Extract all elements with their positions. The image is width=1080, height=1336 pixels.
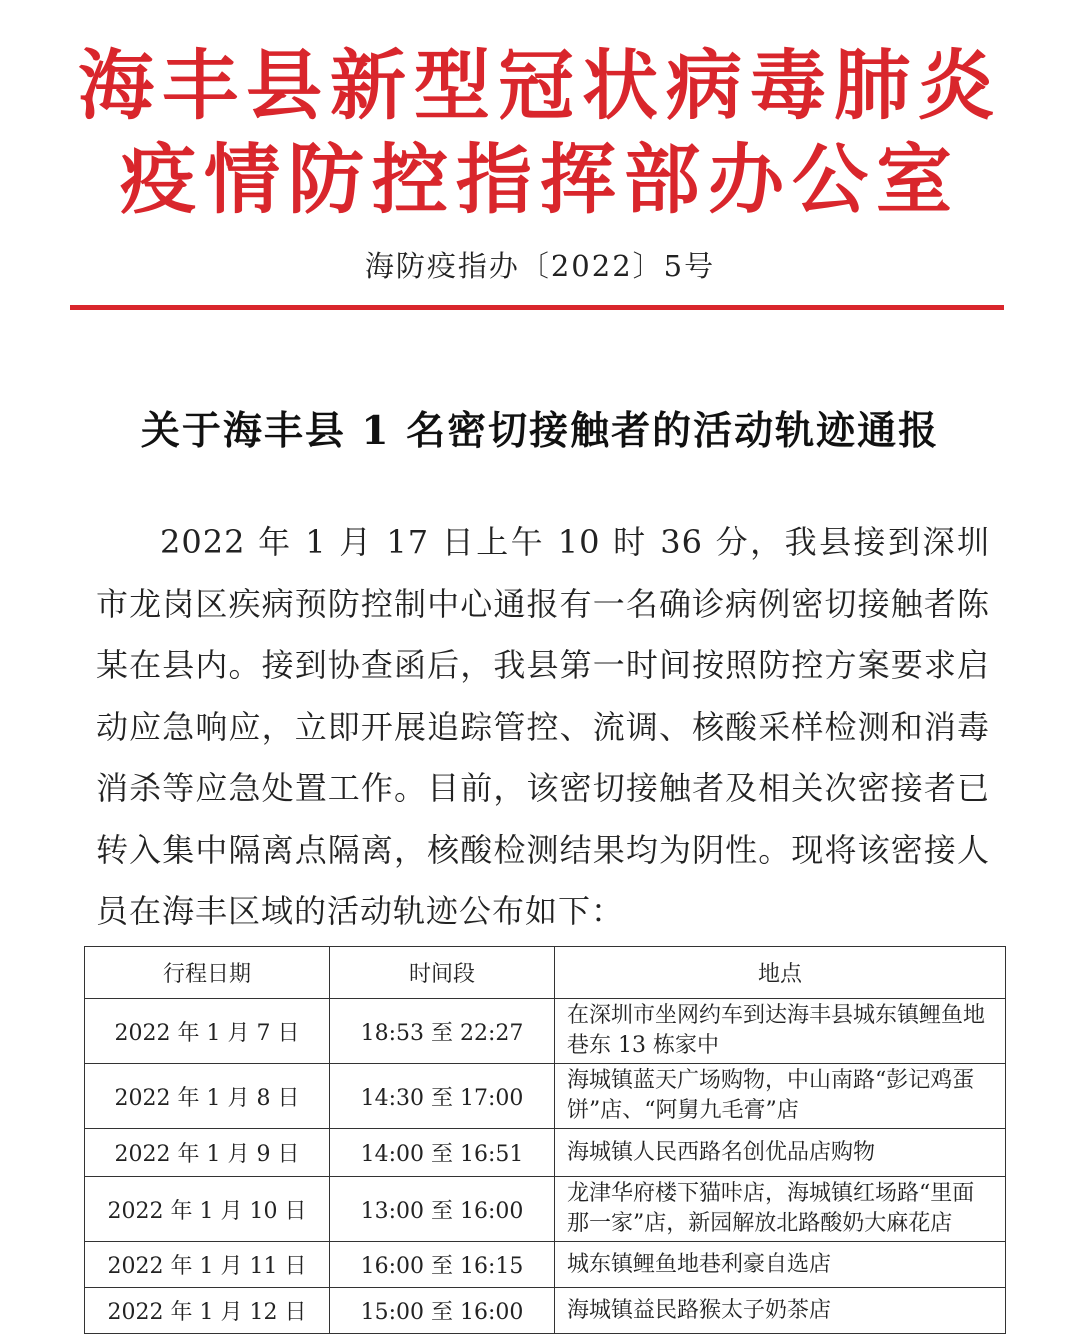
table-row (85, 1129, 1006, 1177)
row-place: 城东镇鲤鱼地巷利豪自选店 (555, 1242, 1006, 1288)
row-time: 16:00 至 16:15 (330, 1242, 555, 1288)
row-place: 海城镇人民西路名创优品店购物 (555, 1129, 1006, 1177)
table-header-row (85, 947, 1006, 999)
itinerary-table (84, 946, 1006, 1334)
row-date: 2022 年 1 月 7 日 (85, 999, 330, 1064)
row-date: 2022 年 1 月 8 日 (85, 1064, 330, 1129)
row-place: 龙津华府楼下猫咔店，海城镇红场路“里面那一家”店，新园解放北路酸奶大麻花店 (555, 1177, 1006, 1242)
row-time: 13:00 至 16:00 (330, 1177, 555, 1242)
table-row (85, 999, 1006, 1064)
row-place: 海城镇益民路猴太子奶茶店 (555, 1288, 1006, 1334)
row-date: 2022 年 1 月 11 日 (85, 1242, 330, 1288)
row-date: 2022 年 1 月 12 日 (85, 1288, 330, 1334)
red-divider (70, 305, 1004, 310)
row-date: 2022 年 1 月 9 日 (85, 1129, 330, 1177)
row-time: 14:00 至 16:51 (330, 1129, 555, 1177)
row-time: 18:53 至 22:27 (330, 999, 555, 1064)
row-date: 2022 年 1 月 10 日 (85, 1177, 330, 1242)
column-header-place: 地点 (555, 947, 1006, 999)
column-header-date: 行程日期 (85, 947, 330, 999)
document-number: 海防疫指办〔2022〕5号 (364, 249, 716, 283)
table-row (85, 1288, 1006, 1334)
row-time: 15:00 至 16:00 (330, 1288, 555, 1334)
issuer-title-line-1: 海丰县新型冠状病毒肺炎 (78, 41, 1002, 130)
table-row (85, 1064, 1006, 1129)
row-place: 海城镇蓝天广场购物，中山南路“彭记鸡蛋饼”店、“阿舅九毛膏”店 (555, 1064, 1006, 1129)
row-place: 在深圳市坐网约车到达海丰县城东镇鲤鱼地巷东 13 栋家中 (555, 999, 1006, 1064)
table-row (85, 1177, 1006, 1242)
notice-title: 关于海丰县 1 名密切接触者的活动轨迹通报 (140, 408, 940, 454)
issuer-title-line-2: 疫情防控指挥部办公室 (120, 135, 960, 224)
notice-body-paragraph: 2022 年 1 月 17 日上午 10 时 36 分，我县接到深圳市龙岗区疾病预防控制中心通报有一名确诊病例密切接触者陈某在县内。接到协查函后，我县第一时间按照防控方案要求启动应急响应，立即开展追踪管控、流调、核酸采样检测和消毒消杀等应急处置工作。目前，该密切接触者及相关次密接者已转入集中隔离点隔离，核酸检测结果均为阴性。现将该密接人员在海丰区域的活动轨迹公布如下： (96, 523, 990, 930)
row-time: 14:30 至 17:00 (330, 1064, 555, 1129)
column-header-time: 时间段 (330, 947, 555, 999)
table-row (85, 1242, 1006, 1288)
